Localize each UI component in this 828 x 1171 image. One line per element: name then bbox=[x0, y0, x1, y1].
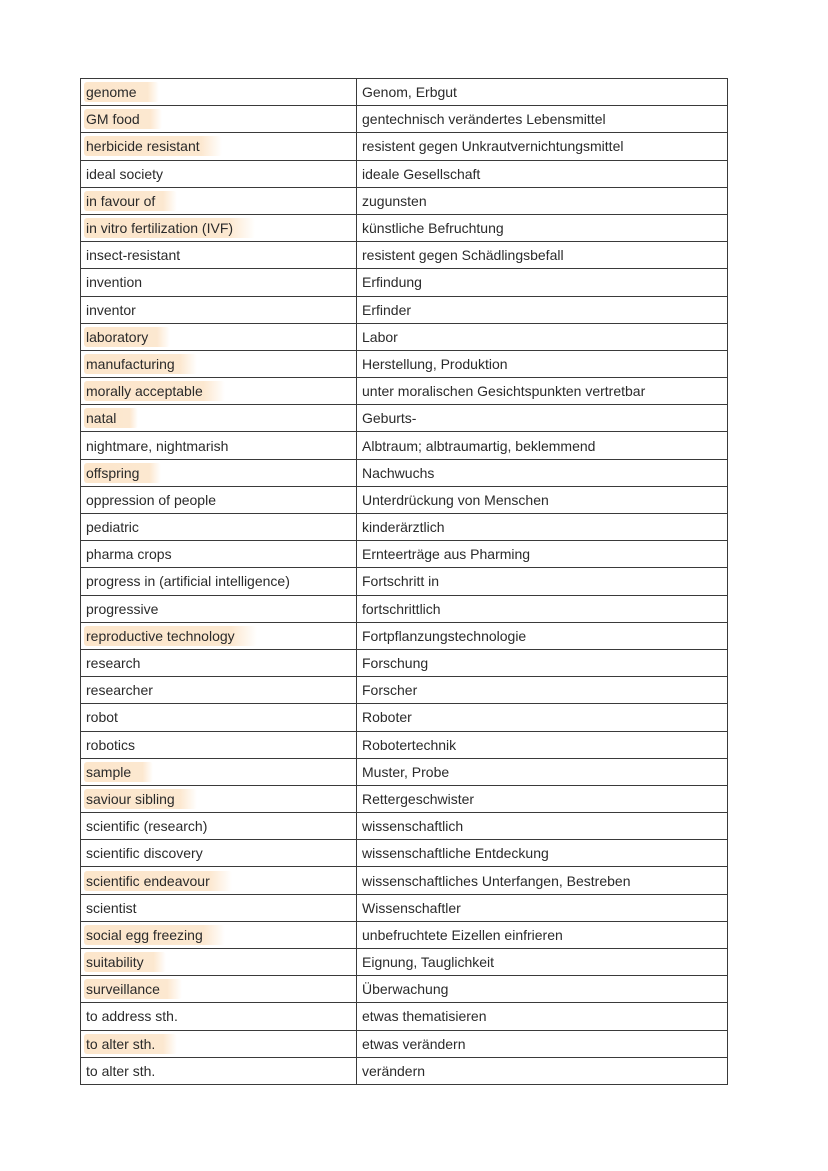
table-row bbox=[81, 894, 728, 921]
table-row bbox=[81, 269, 728, 296]
english-term: pharma crops bbox=[86, 546, 172, 563]
english-term: in vitro fertilization (IVF) bbox=[84, 218, 255, 238]
english-term: researcher bbox=[86, 682, 153, 699]
german-translation: wissenschaftliches Unterfangen, Bestreben bbox=[362, 872, 631, 889]
german-translation-cell bbox=[357, 1030, 728, 1057]
table-row bbox=[81, 514, 728, 541]
english-term: oppression of people bbox=[86, 491, 216, 508]
english-term: invention bbox=[86, 274, 143, 291]
english-term: surveillance bbox=[84, 979, 182, 999]
english-term-cell bbox=[81, 840, 357, 867]
german-translation: Rettergeschwister bbox=[362, 790, 475, 807]
table-row bbox=[81, 79, 728, 106]
german-translation: unter moralischen Gesichtspunkten vertretbar bbox=[362, 383, 646, 400]
table-row bbox=[81, 1030, 728, 1057]
table-row bbox=[81, 1057, 728, 1084]
english-term: natal bbox=[84, 408, 138, 428]
english-term-cell bbox=[81, 1003, 357, 1030]
german-translation-cell bbox=[357, 1003, 728, 1030]
english-term: scientist bbox=[86, 899, 137, 916]
german-translation-cell bbox=[357, 269, 728, 296]
english-term: laboratory bbox=[84, 327, 170, 347]
german-translation-cell bbox=[357, 785, 728, 812]
german-translation: Nachwuchs bbox=[362, 464, 435, 481]
english-term-cell bbox=[81, 106, 357, 133]
german-translation-cell bbox=[357, 214, 728, 241]
english-term-cell bbox=[81, 486, 357, 513]
german-translation: wissenschaftliche Entdeckung bbox=[362, 845, 549, 862]
english-term: progress in (artificial intelligence) bbox=[86, 573, 290, 590]
german-translation: Roboter bbox=[362, 709, 412, 726]
english-term: scientific (research) bbox=[86, 818, 208, 835]
german-translation-cell bbox=[357, 921, 728, 948]
german-translation: gentechnisch verändertes Lebensmittel bbox=[362, 111, 606, 128]
german-translation: Muster, Probe bbox=[362, 763, 450, 780]
german-translation-cell bbox=[357, 622, 728, 649]
english-term: genome bbox=[84, 82, 159, 102]
german-translation: ideale Gesellschaft bbox=[362, 165, 481, 182]
english-term-cell bbox=[81, 350, 357, 377]
table-row bbox=[81, 1003, 728, 1030]
table-row bbox=[81, 813, 728, 840]
english-term-cell bbox=[81, 242, 357, 269]
english-term-cell bbox=[81, 378, 357, 405]
english-term-cell bbox=[81, 731, 357, 758]
table-row bbox=[81, 785, 728, 812]
table-row bbox=[81, 921, 728, 948]
table-row bbox=[81, 867, 728, 894]
table-row bbox=[81, 731, 728, 758]
english-term: saviour sibling bbox=[84, 789, 197, 809]
english-term-cell bbox=[81, 133, 357, 160]
table-row bbox=[81, 350, 728, 377]
english-term-cell bbox=[81, 949, 357, 976]
german-translation-cell bbox=[357, 160, 728, 187]
german-translation-cell bbox=[357, 187, 728, 214]
english-term-cell bbox=[81, 432, 357, 459]
english-term: pediatric bbox=[86, 519, 139, 536]
german-translation: Genom, Erbgut bbox=[362, 84, 457, 101]
table-row bbox=[81, 541, 728, 568]
german-translation: zugunsten bbox=[362, 192, 427, 209]
german-translation: Forscher bbox=[362, 682, 418, 699]
english-term: reproductive technology bbox=[84, 626, 257, 646]
english-term-cell bbox=[81, 514, 357, 541]
table-row bbox=[81, 840, 728, 867]
table-row bbox=[81, 432, 728, 459]
german-translation-cell bbox=[357, 486, 728, 513]
english-term-cell bbox=[81, 160, 357, 187]
german-translation: Überwachung bbox=[362, 981, 449, 998]
table-row bbox=[81, 214, 728, 241]
german-translation-cell bbox=[357, 813, 728, 840]
german-translation: kinderärztlich bbox=[362, 519, 445, 536]
german-translation: Labor bbox=[362, 328, 398, 345]
english-term-cell bbox=[81, 1057, 357, 1084]
table-row bbox=[81, 704, 728, 731]
english-term-cell bbox=[81, 921, 357, 948]
german-translation-cell bbox=[357, 949, 728, 976]
table-row bbox=[81, 949, 728, 976]
english-term-cell bbox=[81, 813, 357, 840]
german-translation-cell bbox=[357, 323, 728, 350]
table-row bbox=[81, 133, 728, 160]
german-translation-cell bbox=[357, 595, 728, 622]
english-term-cell bbox=[81, 187, 357, 214]
german-translation: fortschrittlich bbox=[362, 600, 441, 617]
table-row bbox=[81, 649, 728, 676]
table-row bbox=[81, 677, 728, 704]
english-term-cell bbox=[81, 269, 357, 296]
table-row bbox=[81, 568, 728, 595]
english-term: offspring bbox=[84, 463, 161, 483]
german-translation: Albtraum; albtraumartig, beklemmend bbox=[362, 437, 596, 454]
german-translation: Geburts- bbox=[362, 410, 417, 427]
german-translation-cell bbox=[357, 976, 728, 1003]
vocabulary-table bbox=[80, 78, 728, 1085]
german-translation: verändern bbox=[362, 1062, 426, 1079]
german-translation-cell bbox=[357, 514, 728, 541]
english-term-cell bbox=[81, 785, 357, 812]
german-translation-cell bbox=[357, 568, 728, 595]
german-translation-cell bbox=[357, 894, 728, 921]
english-term-cell bbox=[81, 405, 357, 432]
german-translation-cell bbox=[357, 840, 728, 867]
table-row bbox=[81, 758, 728, 785]
german-translation-cell bbox=[357, 432, 728, 459]
english-term-cell bbox=[81, 595, 357, 622]
german-translation: Wissenschaftler bbox=[362, 899, 461, 916]
english-term: to alter sth. bbox=[84, 1034, 177, 1054]
german-translation-cell bbox=[357, 296, 728, 323]
german-translation: Unterdrückung von Menschen bbox=[362, 491, 549, 508]
german-translation-cell bbox=[357, 378, 728, 405]
english-term: herbicide resistant bbox=[84, 136, 222, 156]
english-term: nightmare, nightmarish bbox=[86, 437, 229, 454]
english-term-cell bbox=[81, 894, 357, 921]
german-translation: etwas thematisieren bbox=[362, 1008, 487, 1025]
german-translation-cell bbox=[357, 758, 728, 785]
table-row bbox=[81, 242, 728, 269]
vocabulary-table-body bbox=[81, 79, 728, 1085]
english-term: in favour of bbox=[84, 191, 177, 211]
german-translation: Erfinder bbox=[362, 301, 412, 318]
german-translation-cell bbox=[357, 867, 728, 894]
german-translation-cell bbox=[357, 79, 728, 106]
german-translation: wissenschaftlich bbox=[362, 818, 464, 835]
english-term: GM food bbox=[84, 109, 162, 129]
english-term-cell bbox=[81, 867, 357, 894]
english-term-cell bbox=[81, 622, 357, 649]
english-term: manufacturing bbox=[84, 354, 197, 374]
table-row bbox=[81, 595, 728, 622]
english-term: inventor bbox=[86, 301, 136, 318]
table-row bbox=[81, 187, 728, 214]
english-term: sample bbox=[84, 762, 153, 782]
english-term-cell bbox=[81, 649, 357, 676]
german-translation: Forschung bbox=[362, 655, 429, 672]
english-term-cell bbox=[81, 79, 357, 106]
german-translation-cell bbox=[357, 133, 728, 160]
english-term: progressive bbox=[86, 600, 159, 617]
german-translation-cell bbox=[357, 731, 728, 758]
english-term-cell bbox=[81, 459, 357, 486]
table-row bbox=[81, 106, 728, 133]
english-term-cell bbox=[81, 323, 357, 350]
german-translation-cell bbox=[357, 459, 728, 486]
table-row bbox=[81, 378, 728, 405]
german-translation-cell bbox=[357, 350, 728, 377]
english-term: ideal society bbox=[86, 165, 164, 182]
english-term: insect-resistant bbox=[86, 247, 181, 264]
german-translation: Ernteerträge aus Pharming bbox=[362, 546, 531, 563]
english-term-cell bbox=[81, 296, 357, 323]
english-term: scientific discovery bbox=[86, 845, 203, 862]
german-translation: Fortpflanzungstechnologie bbox=[362, 627, 527, 644]
english-term: robot bbox=[86, 709, 118, 726]
german-translation: resistent gegen Schädlingsbefall bbox=[362, 247, 564, 264]
english-term-cell bbox=[81, 976, 357, 1003]
german-translation: Robotertechnik bbox=[362, 736, 457, 753]
table-row bbox=[81, 459, 728, 486]
table-row bbox=[81, 622, 728, 649]
english-term: robotics bbox=[86, 736, 136, 753]
german-translation-cell bbox=[357, 541, 728, 568]
english-term-cell bbox=[81, 704, 357, 731]
english-term-cell bbox=[81, 214, 357, 241]
table-row bbox=[81, 296, 728, 323]
english-term: to alter sth. bbox=[86, 1062, 156, 1079]
table-row bbox=[81, 405, 728, 432]
table-row bbox=[81, 160, 728, 187]
german-translation: Fortschritt in bbox=[362, 573, 440, 590]
german-translation-cell bbox=[357, 106, 728, 133]
table-row bbox=[81, 486, 728, 513]
english-term: suitability bbox=[84, 952, 166, 972]
english-term-cell bbox=[81, 568, 357, 595]
english-term: scientific endeavour bbox=[84, 871, 232, 891]
german-translation-cell bbox=[357, 405, 728, 432]
english-term-cell bbox=[81, 1030, 357, 1057]
german-translation: Herstellung, Produktion bbox=[362, 355, 508, 372]
german-translation-cell bbox=[357, 242, 728, 269]
german-translation: künstliche Befruchtung bbox=[362, 220, 504, 237]
german-translation-cell bbox=[357, 704, 728, 731]
german-translation: Erfindung bbox=[362, 274, 422, 291]
table-row bbox=[81, 976, 728, 1003]
german-translation: resistent gegen Unkrautvernichtungsmittel bbox=[362, 138, 624, 155]
english-term: morally acceptable bbox=[84, 381, 225, 401]
english-term-cell bbox=[81, 541, 357, 568]
german-translation: etwas verändern bbox=[362, 1035, 466, 1052]
german-translation-cell bbox=[357, 677, 728, 704]
table-row bbox=[81, 323, 728, 350]
german-translation: unbefruchtete Eizellen einfrieren bbox=[362, 926, 563, 943]
english-term-cell bbox=[81, 677, 357, 704]
german-translation-cell bbox=[357, 649, 728, 676]
english-term-cell bbox=[81, 758, 357, 785]
english-term: social egg freezing bbox=[84, 925, 225, 945]
english-term: research bbox=[86, 655, 141, 672]
german-translation-cell bbox=[357, 1057, 728, 1084]
german-translation: Eignung, Tauglichkeit bbox=[362, 954, 495, 971]
english-term: to address sth. bbox=[86, 1008, 178, 1025]
